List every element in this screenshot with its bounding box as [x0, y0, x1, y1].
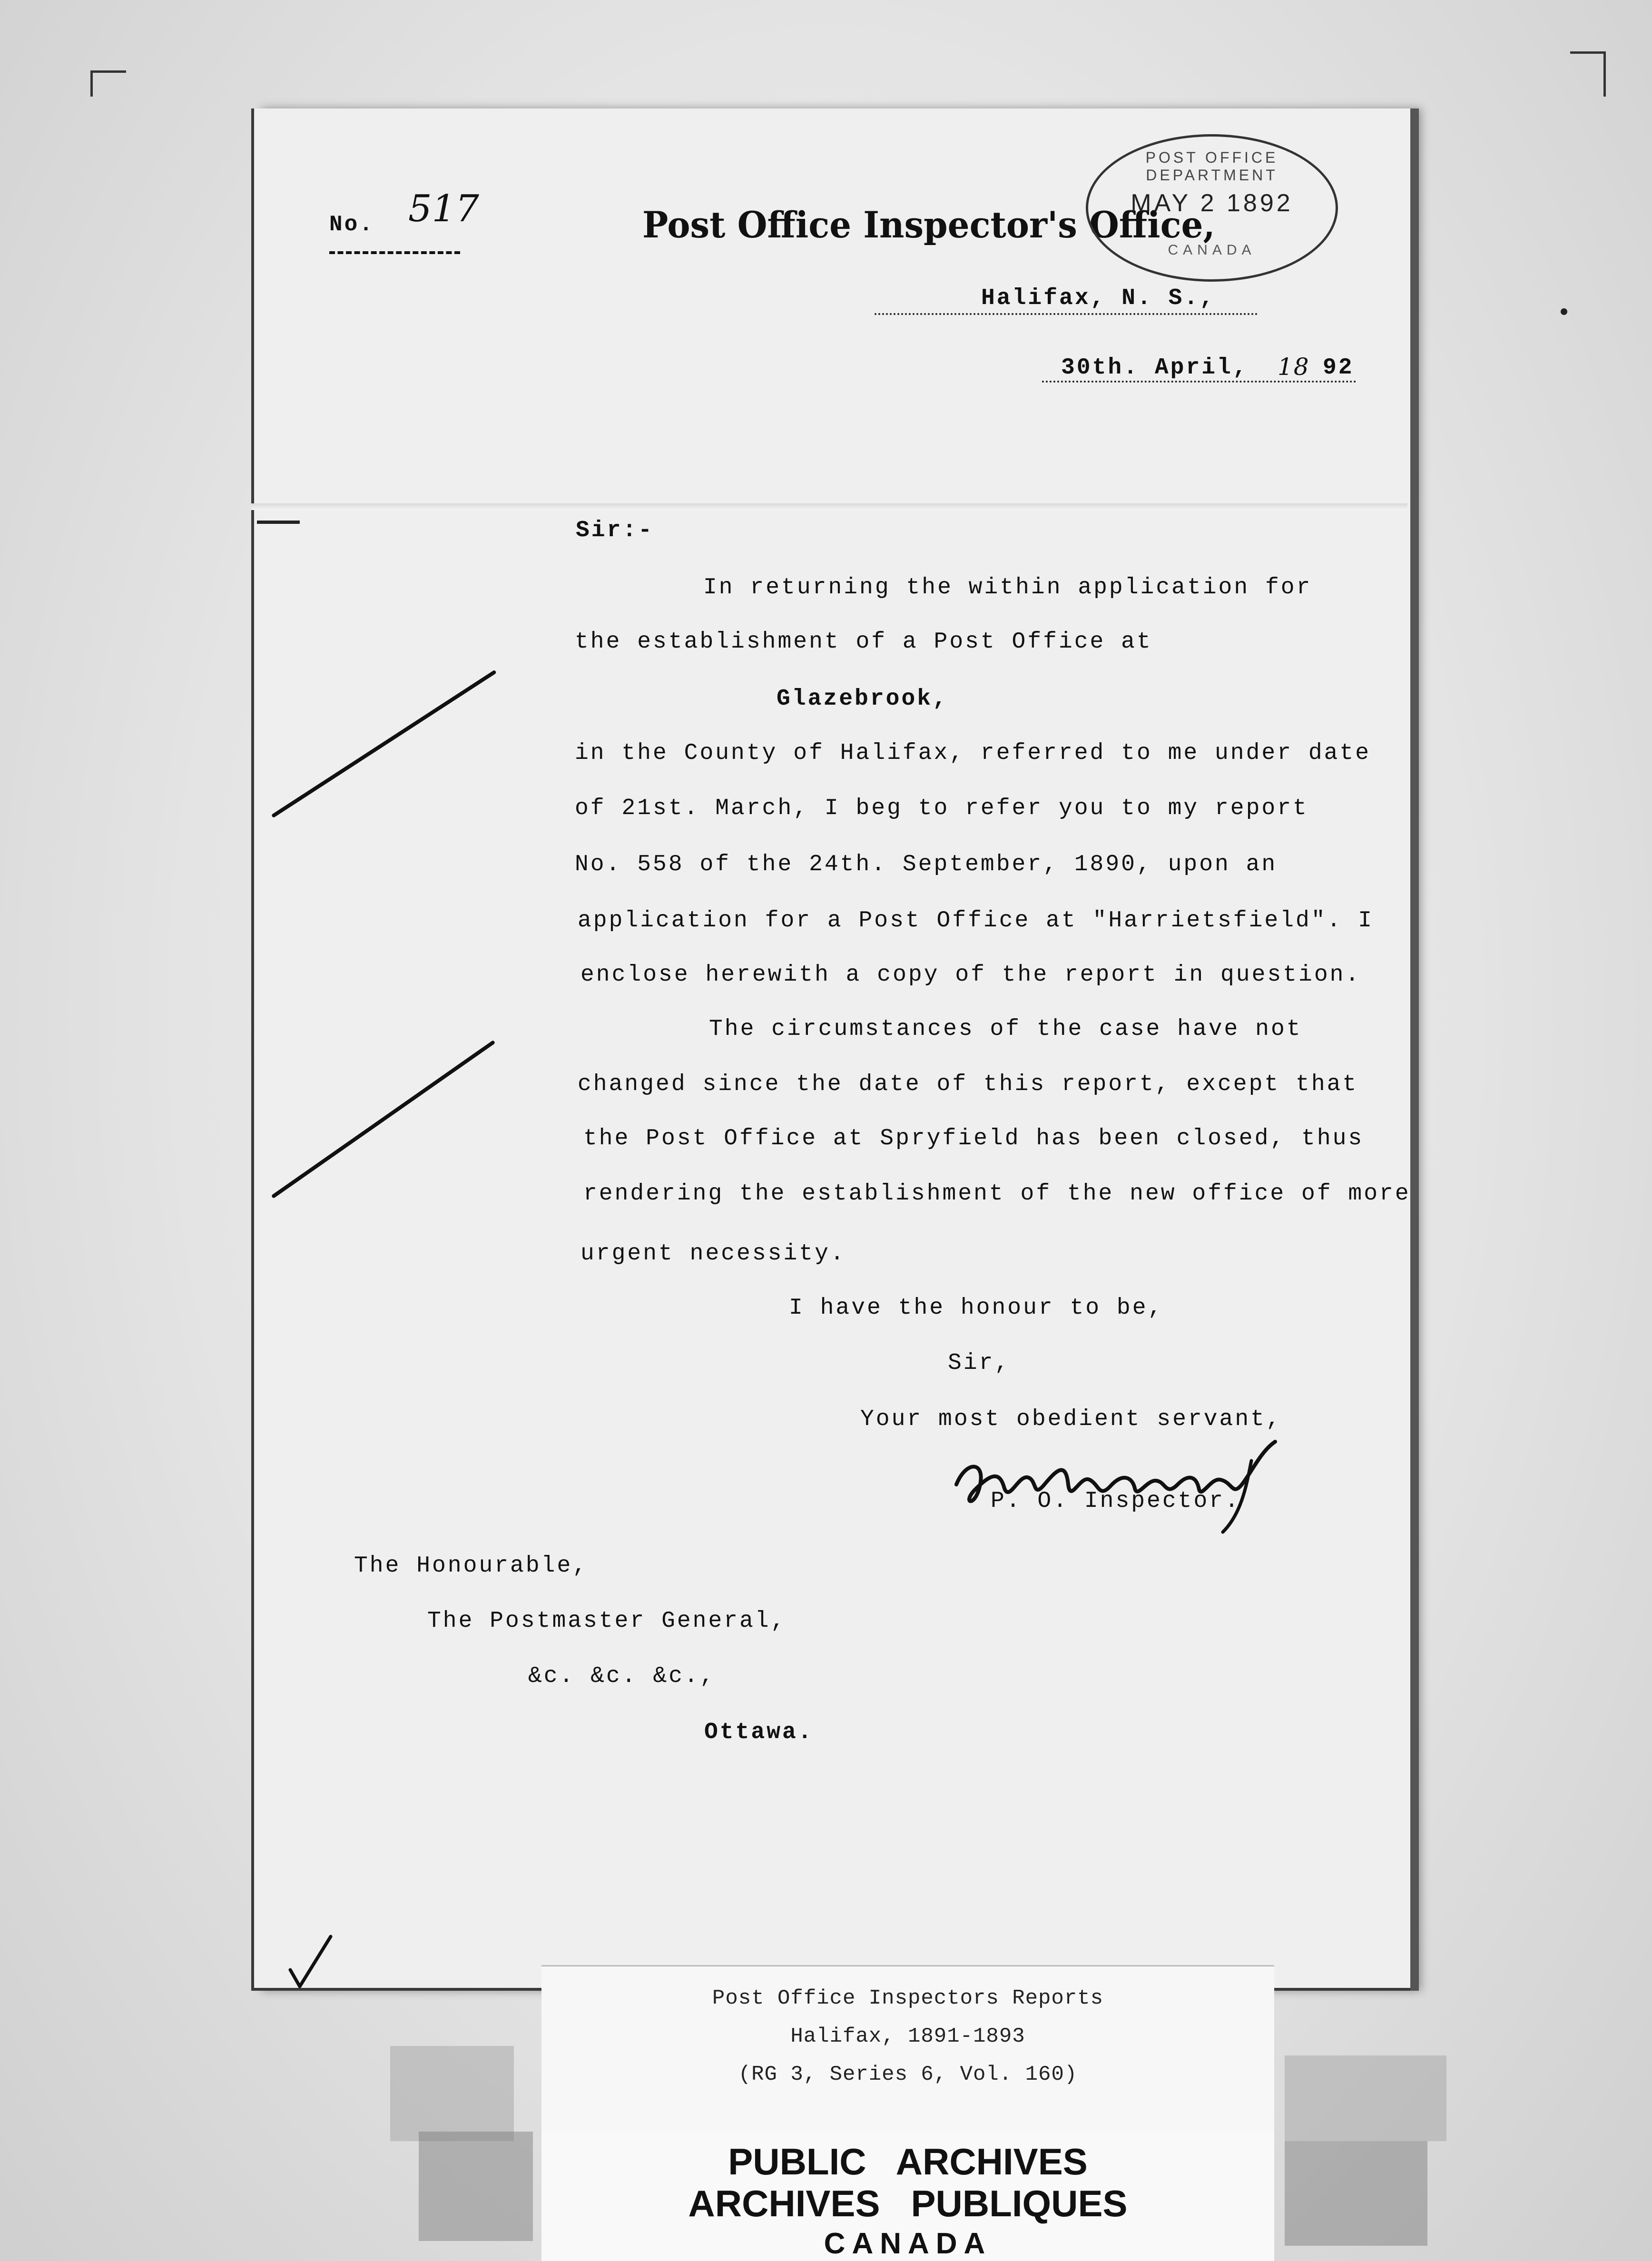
tape-piece: [390, 2046, 514, 2141]
body-line: in the County of Halifax, referred to me under date: [575, 740, 1371, 766]
catalogue-line: Halifax, 1891-1893: [790, 2025, 1025, 2048]
body-line: the establishment of a Post Office at: [575, 629, 1152, 655]
check-mark-icon: [285, 1932, 338, 1994]
date-day: 30th. April,: [1061, 355, 1249, 381]
scan-speck: [1561, 308, 1567, 315]
received-stamp: [1086, 134, 1338, 282]
date-underline: [1042, 381, 1356, 383]
body-line: rendering the establishment of the new office of more: [583, 1181, 1411, 1207]
body-line: urgent necessity.: [580, 1241, 846, 1267]
date-year-prefix: 18: [1278, 353, 1310, 381]
addressee-line: The Honourable,: [354, 1553, 589, 1579]
stamp-department-text: POST OFFICE DEPARTMENT: [1145, 149, 1278, 184]
handwritten-signature: [947, 1432, 1289, 1537]
archive-catalogue-label: [541, 1965, 1274, 2134]
addressee-line: Ottawa.: [704, 1720, 814, 1745]
tape-piece: [419, 2132, 533, 2241]
place-underline: [875, 313, 1258, 315]
tape-piece: [1285, 2141, 1427, 2246]
date-year: 92: [1323, 355, 1354, 381]
body-line: In returning the within application for: [703, 575, 1312, 600]
body-line: enclose herewith a copy of the report in question.: [580, 962, 1361, 988]
catalogue-line: (RG 3, Series 6, Vol. 160): [738, 2063, 1078, 2086]
addressee-line: The Postmaster General,: [427, 1608, 787, 1634]
body-line: No. 558 of the 24th. September, 1890, upon an: [575, 852, 1278, 877]
place: Halifax, N. S.,: [981, 285, 1216, 311]
archives-line-french: ARCHIVES PUBLIQUES: [688, 2182, 1128, 2224]
closing-line: Your most obedient servant,: [860, 1406, 1282, 1432]
closing-line: I have the honour to be,: [789, 1295, 1164, 1321]
body-line: of 21st. March, I beg to refer you to my report: [575, 796, 1308, 821]
number-label: No.: [329, 212, 374, 237]
office-title: Post Office Inspector's Office,: [642, 204, 1215, 246]
crop-mark-top-right: [1570, 51, 1606, 97]
archives-line-country: CANADA: [824, 2227, 992, 2260]
letter-page: [251, 108, 1410, 1991]
fold-mark: [257, 521, 300, 524]
stamp-country-text: CANADA: [1168, 242, 1256, 258]
archives-line-english: PUBLIC ARCHIVES: [728, 2141, 1088, 2182]
page-fold: [251, 503, 1407, 510]
crop-mark-top-left: [90, 70, 126, 97]
body-line: The circumstances of the case have not: [709, 1016, 1302, 1042]
signature-title: P. O. Inspector.: [991, 1488, 1240, 1514]
salutation: Sir:-: [576, 518, 654, 543]
public-archives-banner: [541, 2132, 1274, 2261]
number-underline: [329, 251, 460, 254]
addressee-line: &c. &c. &c.,: [528, 1663, 716, 1689]
catalogue-line: Post Office Inspectors Reports: [712, 1986, 1104, 2010]
closing-line: Sir,: [948, 1350, 1011, 1376]
body-line: application for a Post Office at "Harrietsfield". I: [578, 908, 1374, 934]
handwritten-number: 517: [408, 187, 479, 230]
body-line: changed since the date of this report, except that: [578, 1072, 1358, 1097]
body-line: the Post Office at Spryfield has been closed, thus: [583, 1126, 1364, 1151]
stamp-date: MAY 2 1892: [1131, 189, 1293, 217]
tape-piece: [1285, 2055, 1446, 2141]
body-line-place-name: Glazebrook,: [777, 686, 948, 712]
